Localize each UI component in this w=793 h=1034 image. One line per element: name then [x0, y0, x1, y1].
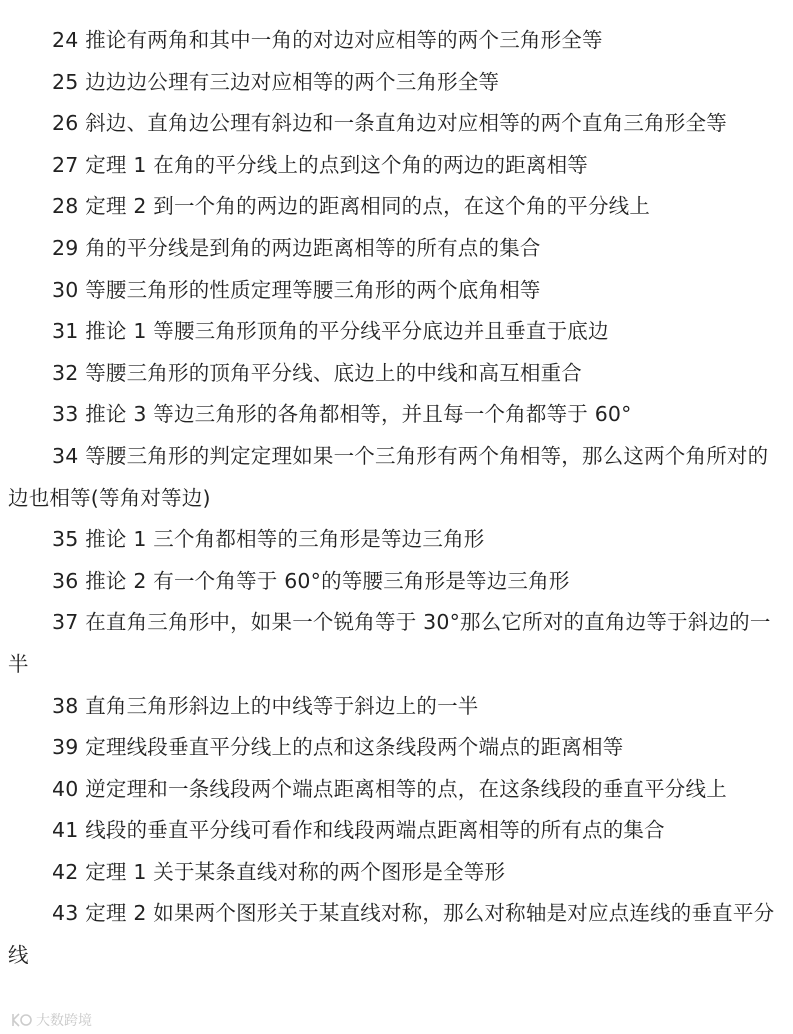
theorem-item-38: 38 直角三角形斜边上的中线等于斜边上的一半 [52, 693, 479, 718]
theorem-item-31: 31 推论 1 等腰三角形顶角的平分线平分底边并且垂直于底边 [52, 319, 609, 344]
theorem-item-39: 39 定理线段垂直平分线上的点和这条线段两个端点的距离相等 [52, 735, 624, 760]
theorem-item-27: 27 定理 1 在角的平分线上的点到这个角的两边的距离相等 [52, 152, 588, 177]
watermark [10, 1010, 92, 1030]
theorem-item-33: 33 推论 3 等边三角形的各角都相等，并且每一个角都等于 60° [52, 402, 632, 427]
theorem-item-40: 40 逆定理和一条线段两个端点距离相等的点，在这条线段的垂直平分线上 [52, 776, 727, 801]
theorem-item-35: 35 推论 1 三个角都相等的三角形是等边三角形 [52, 527, 485, 552]
watermark-text: 大数跨境 [36, 1013, 92, 1029]
kd-logo-icon [10, 1012, 32, 1028]
theorem-item-32: 32 等腰三角形的顶角平分线、底边上的中线和高互相重合 [52, 360, 583, 385]
document-body [0, 20, 793, 977]
theorem-item-36: 36 推论 2 有一个角等于 60°的等腰三角形是等边三角形 [52, 568, 570, 593]
theorem-item-41: 41 线段的垂直平分线可看作和线段两端点距离相等的所有点的集合 [52, 818, 665, 843]
theorem-item-43: 43 定理 2 如果两个图形关于某直线对称，那么对称轴是对应点连线的垂直平分线 [8, 901, 775, 968]
theorem-item-30: 30 等腰三角形的性质定理等腰三角形的两个底角相等 [52, 277, 541, 302]
theorem-item-26: 26 斜边、直角边公理有斜边和一条直角边对应相等的两个直角三角形全等 [52, 111, 727, 136]
theorem-item-24: 24 推论有两角和其中一角的对边对应相等的两个三角形全等 [52, 28, 603, 52]
theorem-item-34: 34 等腰三角形的判定定理如果一个三角形有两个角相等，那么这两个角所对的边也相等(等角对等边) [8, 443, 769, 510]
theorem-item-25: 25 边边边公理有三边对应相等的两个三角形全等 [52, 69, 500, 94]
theorem-item-28: 28 定理 2 到一个角的两边的距离相同的点，在这个角的平分线上 [52, 194, 651, 219]
theorem-item-37: 37 在直角三角形中，如果一个锐角等于 30°那么它所对的直角边等于斜边的一半 [8, 610, 771, 676]
theorem-item-42: 42 定理 1 关于某条直线对称的两个图形是全等形 [52, 859, 506, 884]
theorem-item-29: 29 角的平分线是到角的两边距离相等的所有点的集合 [52, 235, 541, 260]
